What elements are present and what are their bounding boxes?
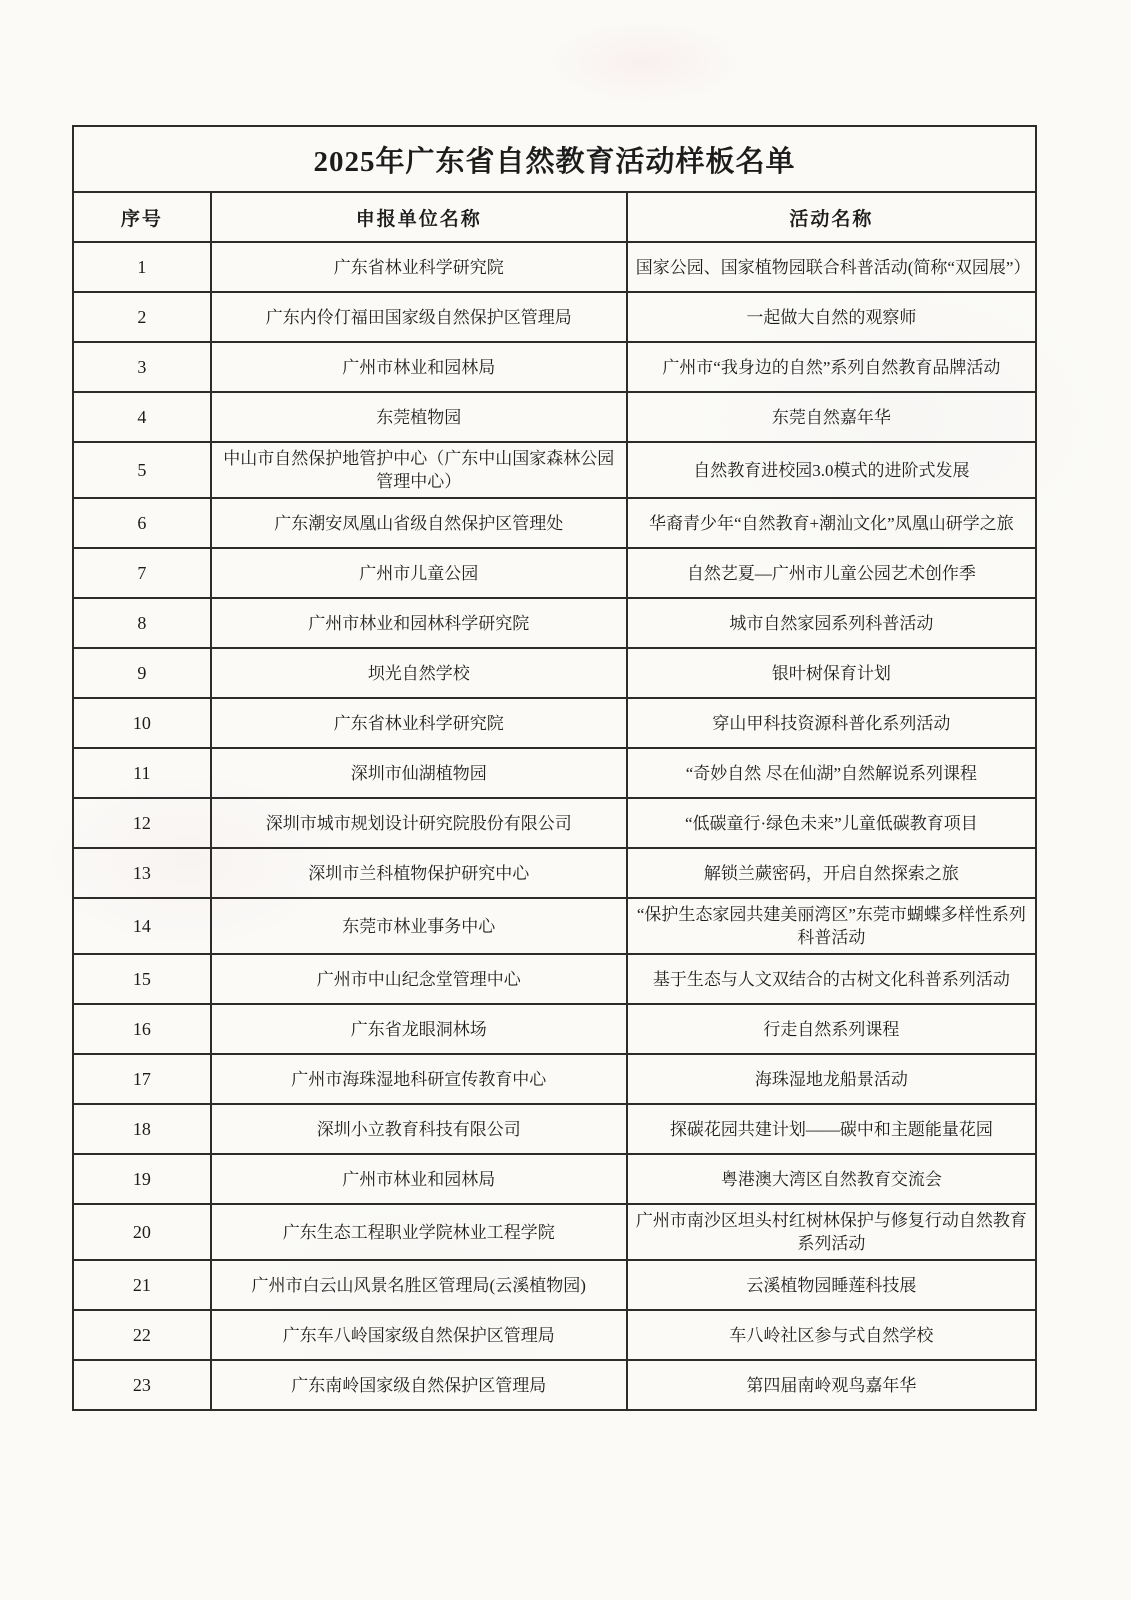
activity-name-cell: 东莞自然嘉年华 <box>627 392 1036 442</box>
row-number-cell: 12 <box>73 798 211 848</box>
activities-table <box>72 125 1037 1411</box>
unit-name-cell: 广东生态工程职业学院林业工程学院 <box>211 1204 627 1260</box>
activity-name-cell: 云溪植物园睡莲科技展 <box>627 1260 1036 1310</box>
activity-name-cell: 基于生态与人文双结合的古树文化科普系列活动 <box>627 954 1036 1004</box>
row-number-cell: 10 <box>73 698 211 748</box>
table-row <box>73 648 1036 698</box>
unit-name-cell: 广东潮安凤凰山省级自然保护区管理处 <box>211 498 627 548</box>
activity-name-cell: 自然教育进校园3.0模式的进阶式发展 <box>627 442 1036 498</box>
activity-name-cell: 探碳花园共建计划——碳中和主题能量花园 <box>627 1104 1036 1154</box>
table-row <box>73 1310 1036 1360</box>
row-number-cell: 4 <box>73 392 211 442</box>
unit-name-cell: 深圳市城市规划设计研究院股份有限公司 <box>211 798 627 848</box>
unit-name-cell: 坝光自然学校 <box>211 648 627 698</box>
row-number-cell: 18 <box>73 1104 211 1154</box>
activities-table-container <box>72 125 1037 1411</box>
unit-name-cell: 广州市林业和园林局 <box>211 342 627 392</box>
activity-name-cell: “奇妙自然 尽在仙湖”自然解说系列课程 <box>627 748 1036 798</box>
table-row <box>73 392 1036 442</box>
column-header-activity-name: 活动名称 <box>627 192 1036 242</box>
row-number-cell: 7 <box>73 548 211 598</box>
activity-name-cell: 自然艺夏—广州市儿童公园艺术创作季 <box>627 548 1036 598</box>
table-body <box>73 242 1036 1410</box>
unit-name-cell: 广州市儿童公园 <box>211 548 627 598</box>
title-row <box>73 126 1036 192</box>
row-number-cell: 20 <box>73 1204 211 1260</box>
table-row <box>73 442 1036 498</box>
row-number-cell: 6 <box>73 498 211 548</box>
table-row <box>73 598 1036 648</box>
activity-name-cell: 银叶树保育计划 <box>627 648 1036 698</box>
row-number-cell: 19 <box>73 1154 211 1204</box>
unit-name-cell: 广东省林业科学研究院 <box>211 242 627 292</box>
activity-name-cell: “保护生态家园共建美丽湾区”东莞市蝴蝶多样性系列科普活动 <box>627 898 1036 954</box>
unit-name-cell: 深圳市兰科植物保护研究中心 <box>211 848 627 898</box>
activity-name-cell: 车八岭社区参与式自然学校 <box>627 1310 1036 1360</box>
unit-name-cell: 广东省龙眼洞林场 <box>211 1004 627 1054</box>
table-row <box>73 898 1036 954</box>
table-row <box>73 698 1036 748</box>
row-number-cell: 23 <box>73 1360 211 1410</box>
table-row <box>73 848 1036 898</box>
table-row <box>73 1204 1036 1260</box>
row-number-cell: 8 <box>73 598 211 648</box>
table-row <box>73 798 1036 848</box>
table-row <box>73 1154 1036 1204</box>
row-number-cell: 14 <box>73 898 211 954</box>
table-row <box>73 1054 1036 1104</box>
unit-name-cell: 广州市白云山风景名胜区管理局(云溪植物园) <box>211 1260 627 1310</box>
table-row <box>73 242 1036 292</box>
unit-name-cell: 广东内伶仃福田国家级自然保护区管理局 <box>211 292 627 342</box>
document-title: 2025年广东省自然教育活动样板名单 <box>73 126 1036 192</box>
activity-name-cell: 第四届南岭观鸟嘉年华 <box>627 1360 1036 1410</box>
unit-name-cell: 广州市林业和园林科学研究院 <box>211 598 627 648</box>
row-number-cell: 11 <box>73 748 211 798</box>
unit-name-cell: 东莞植物园 <box>211 392 627 442</box>
activity-name-cell: 一起做大自然的观察师 <box>627 292 1036 342</box>
activity-name-cell: 广州市“我身边的自然”系列自然教育品牌活动 <box>627 342 1036 392</box>
unit-name-cell: 深圳市仙湖植物园 <box>211 748 627 798</box>
table-row <box>73 548 1036 598</box>
table-row <box>73 292 1036 342</box>
unit-name-cell: 广东车八岭国家级自然保护区管理局 <box>211 1310 627 1360</box>
row-number-cell: 17 <box>73 1054 211 1104</box>
activity-name-cell: 穿山甲科技资源科普化系列活动 <box>627 698 1036 748</box>
table-row <box>73 1260 1036 1310</box>
row-number-cell: 13 <box>73 848 211 898</box>
row-number-cell: 5 <box>73 442 211 498</box>
table-row <box>73 1004 1036 1054</box>
row-number-cell: 15 <box>73 954 211 1004</box>
activity-name-cell: 华裔青少年“自然教育+潮汕文化”凤凰山研学之旅 <box>627 498 1036 548</box>
unit-name-cell: 东莞市林业事务中心 <box>211 898 627 954</box>
activity-name-cell: 粤港澳大湾区自然教育交流会 <box>627 1154 1036 1204</box>
table-row <box>73 1104 1036 1154</box>
row-number-cell: 3 <box>73 342 211 392</box>
table-row <box>73 954 1036 1004</box>
row-number-cell: 21 <box>73 1260 211 1310</box>
activity-name-cell: 解锁兰蕨密码，开启自然探索之旅 <box>627 848 1036 898</box>
row-number-cell: 16 <box>73 1004 211 1054</box>
row-number-cell: 22 <box>73 1310 211 1360</box>
table-row <box>73 1360 1036 1410</box>
unit-name-cell: 广州市海珠湿地科研宣传教育中心 <box>211 1054 627 1104</box>
activity-name-cell: 广州市南沙区坦头村红树林保护与修复行动自然教育系列活动 <box>627 1204 1036 1260</box>
activity-name-cell: 行走自然系列课程 <box>627 1004 1036 1054</box>
column-header-index: 序号 <box>73 192 211 242</box>
unit-name-cell: 广州市中山纪念堂管理中心 <box>211 954 627 1004</box>
activity-name-cell: “低碳童行·绿色未来”儿童低碳教育项目 <box>627 798 1036 848</box>
row-number-cell: 9 <box>73 648 211 698</box>
table-row <box>73 748 1036 798</box>
activity-name-cell: 海珠湿地龙船景活动 <box>627 1054 1036 1104</box>
unit-name-cell: 中山市自然保护地管护中心（广东中山国家森林公园管理中心） <box>211 442 627 498</box>
row-number-cell: 2 <box>73 292 211 342</box>
activity-name-cell: 城市自然家园系列科普活动 <box>627 598 1036 648</box>
unit-name-cell: 广东省林业科学研究院 <box>211 698 627 748</box>
unit-name-cell: 广东南岭国家级自然保护区管理局 <box>211 1360 627 1410</box>
row-number-cell: 1 <box>73 242 211 292</box>
activity-name-cell: 国家公园、国家植物园联合科普活动(简称“双园展”） <box>627 242 1036 292</box>
table-row <box>73 342 1036 392</box>
unit-name-cell: 广州市林业和园林局 <box>211 1154 627 1204</box>
column-header-unit-name: 申报单位名称 <box>211 192 627 242</box>
table-row <box>73 498 1036 548</box>
column-header-row <box>73 192 1036 242</box>
unit-name-cell: 深圳小立教育科技有限公司 <box>211 1104 627 1154</box>
